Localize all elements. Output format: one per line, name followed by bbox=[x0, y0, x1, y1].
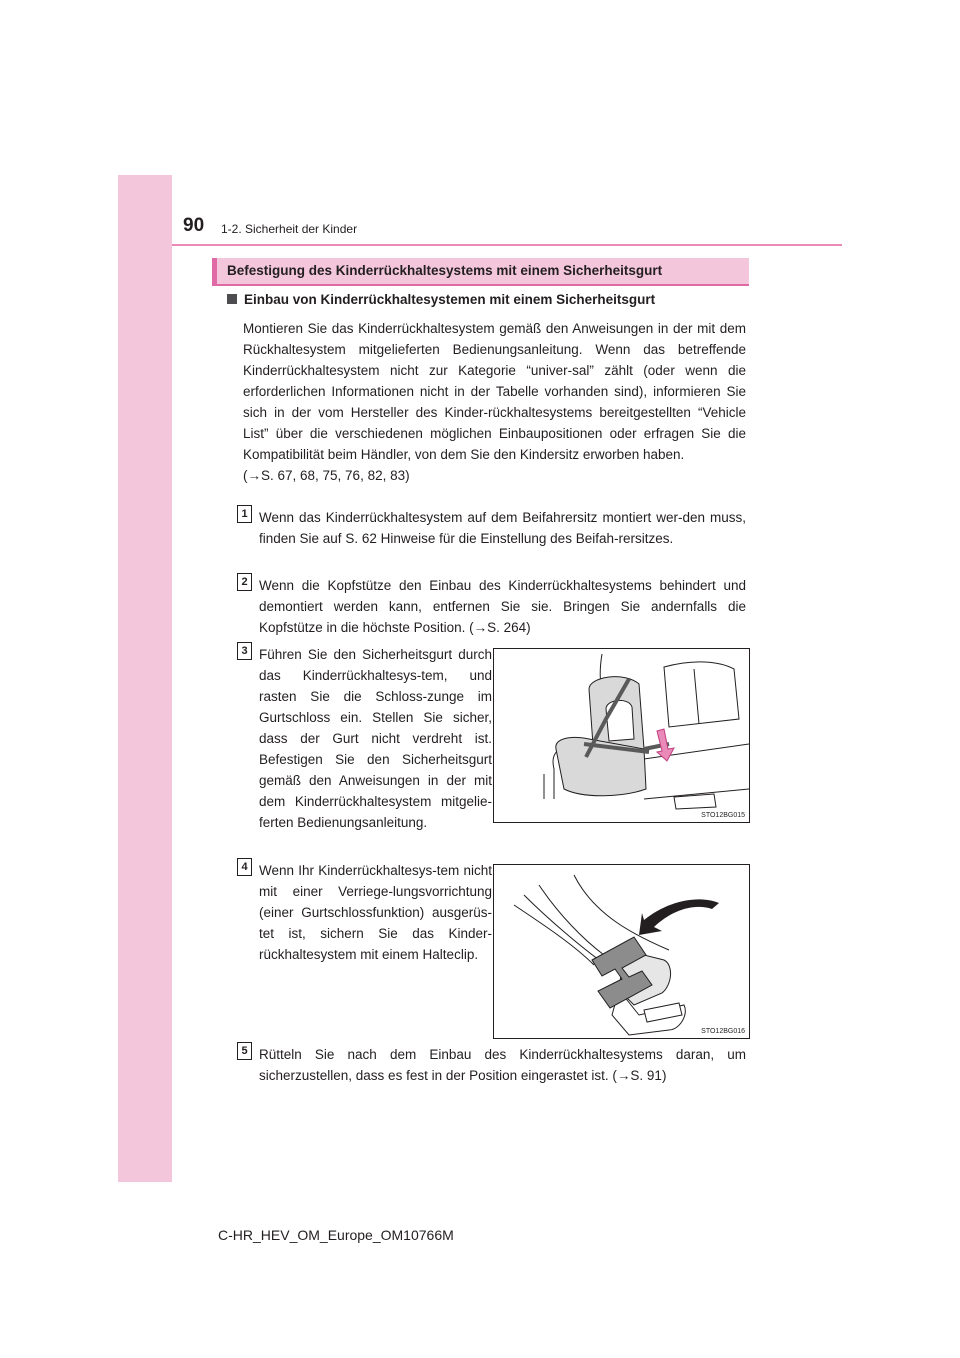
step-text-1: Wenn das Kinderrückhaltesystem auf dem Beifahrersitz montiert wer-den muss, finden Sie auf S. 62 Hinweise für die Einstellung des Beifah-rersitzes. bbox=[259, 510, 746, 546]
locking-clip-drawing bbox=[494, 865, 749, 1038]
step-text-5: Rütteln Sie nach dem Einbau des Kinderrückhaltesystems daran, um sicherzustellen, dass es fest in der Position eingerastet ist. (→S. 91) bbox=[259, 1047, 746, 1083]
step-number-5: 5 bbox=[237, 1042, 252, 1060]
header-rule bbox=[172, 244, 842, 246]
subheading bbox=[227, 292, 655, 307]
subheading-text: Einbau von Kinderrückhaltesystemen mit einem Sicherheitsgurt bbox=[244, 292, 656, 307]
child-seat-illustration bbox=[493, 648, 750, 823]
step-text-2: Wenn die Kopfstütze den Einbau des Kinderrückhaltesystems behindert und demontiert werden kann, entfernen Sie sie. Bringen Sie andernfalls die Kopfstütze in die höchste Position. (→S. 264) bbox=[259, 578, 746, 635]
child-seat-drawing bbox=[494, 649, 749, 822]
intro-reference: (→S. 67, 68, 75, 76, 82, 83) bbox=[243, 468, 410, 483]
square-bullet-icon bbox=[227, 294, 237, 304]
page-number: 90 bbox=[183, 215, 205, 236]
intro-paragraph bbox=[243, 318, 746, 486]
step-text-4: Wenn Ihr Kinderrückhaltesys-tem nicht mit einer Verriege-lungsvorrichtung (einer Gurtschlossfunktion) ausgerüs-tet ist, sichern Sie das Kinder-rückhaltesystem mit einem Halteclip. bbox=[259, 863, 492, 962]
step-number-3: 3 bbox=[237, 642, 252, 660]
locking-clip-illustration bbox=[493, 864, 750, 1039]
chapter-sidebar bbox=[118, 175, 172, 1182]
step-text-3: Führen Sie den Sicherheitsgurt durch das Kinderrückhaltesys-tem, und rasten Sie die Schloss-zunge im Gurtschloss ein. Stellen Sie sicher, dass der Gurt nicht verdreht ist. Befestigen Sie den Sicherheitsgurt gemäß den Anweisungen in der mit dem Kinderrückhaltesystem mitgelie-ferten Bedienungsanleitung. bbox=[259, 647, 492, 830]
box-heading-rule bbox=[212, 284, 749, 286]
box-heading-text: Befestigung des Kinderrückhaltesystems mit einem Sicherheitsgurt bbox=[227, 263, 663, 278]
step-number-2: 2 bbox=[237, 573, 252, 591]
intro-text: Montieren Sie das Kinderrückhaltesystem gemäß den Anweisungen in der mit dem Rückhaltesystem mitgelieferten Bedienungsanleitung. Wenn das betreffende Kinderrückhaltesystem nicht zur Kategorie “univer-sal” zählt (oder wenn die erforderlichen Informationen nicht in der Tabelle vorhanden sind), informieren Sie sich in der vom Hersteller des Kinder-rückhaltesystems bereitgestellten “Vehicle List” über die verschiedenen möglichen Einbaupositionen oder erfragen Sie die Kompatibilität beim Händler, von dem Sie den Kindersitz erworben haben. bbox=[243, 321, 746, 462]
section-title: 1-2. Sicherheit der Kinder bbox=[221, 222, 358, 236]
figure-code: STO12BG015 bbox=[701, 812, 745, 819]
figure-code: STO12BG016 bbox=[701, 1028, 745, 1035]
step-number-4: 4 bbox=[237, 858, 252, 876]
document-code: C-HR_HEV_OM_Europe_OM10766M bbox=[218, 1227, 454, 1243]
step-number-1: 1 bbox=[237, 505, 252, 523]
box-heading bbox=[212, 258, 749, 284]
